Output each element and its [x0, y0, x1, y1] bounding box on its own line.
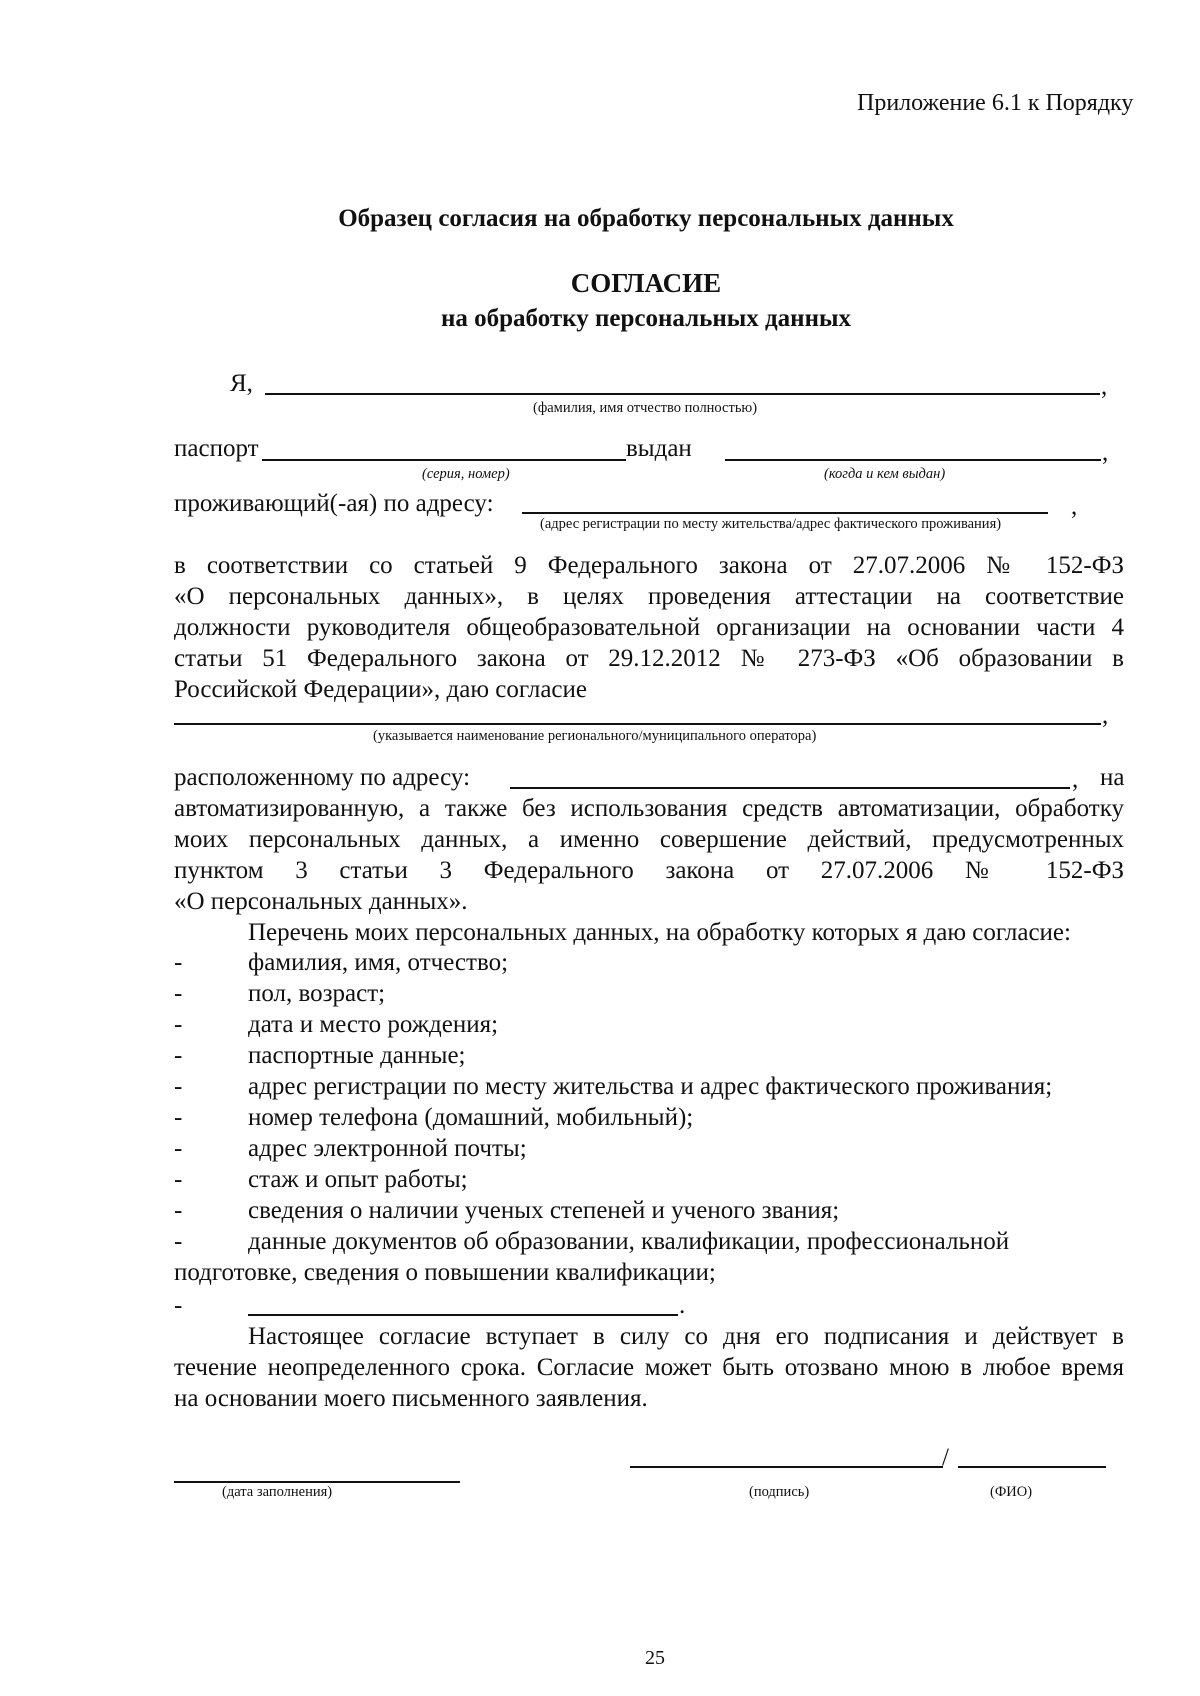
- residence-hint: (адрес регистрации по месту жительства/адрес фактического проживания): [540, 516, 1002, 532]
- ya-label: Я,: [230, 370, 253, 397]
- para2-line: моих персональных данных, а именно совершение действий, предусмотренных: [174, 826, 1124, 853]
- passport-number-field[interactable]: [262, 459, 626, 461]
- list-item: фамилия, имя, отчество;: [248, 949, 509, 976]
- operator-comma: ,: [1102, 702, 1109, 729]
- list-dash: -: [174, 1042, 183, 1069]
- para2-line: «О персональных данных».: [174, 888, 468, 915]
- list-item: стаж и опыт работы;: [248, 1166, 468, 1193]
- extra-item-field[interactable]: [248, 1314, 678, 1316]
- para1-line: статьи 51 Федерального закона от 29.12.2012 № 273-ФЗ «Об образовании в: [174, 645, 1124, 672]
- extra-item-period: .: [679, 1292, 686, 1319]
- located-label: расположенному по адресу:: [174, 764, 471, 791]
- residence-comma: ,: [1071, 493, 1078, 520]
- issued-hint: (когда и кем выдан): [824, 466, 946, 482]
- list-item: дата и место рождения;: [248, 1011, 499, 1038]
- passport-hint: (серия, номер): [422, 466, 510, 482]
- date-field[interactable]: [174, 1481, 460, 1483]
- list-item: сведения о наличии ученых степеней и ученого звания;: [248, 1197, 840, 1224]
- list-dash: -: [174, 1166, 183, 1193]
- para1-line: Российской Федерации», даю согласие: [174, 676, 587, 703]
- closing-line: на основании моего письменного заявления.: [174, 1385, 648, 1412]
- signature-slash: /: [942, 1444, 949, 1471]
- list-item: паспортные данные;: [248, 1042, 466, 1069]
- list-dash: -: [174, 1292, 183, 1319]
- list-item: данные документов об образовании, квалификации, профессиональной: [248, 1228, 1010, 1255]
- residence-address-field[interactable]: [522, 512, 1048, 514]
- para1-line: «О персональных данных», в целях проведения аттестации на соответствие: [174, 583, 1124, 610]
- list-item: пол, возраст;: [248, 980, 386, 1007]
- fullname-hint: (фамилия, имя отчество полностью): [533, 400, 758, 416]
- operator-hint: (указывается наименование регионального/муниципального оператора): [373, 728, 817, 744]
- operator-address-field[interactable]: [510, 787, 1070, 789]
- list-dash: -: [174, 980, 183, 1007]
- list-item: адрес регистрации по месту жительства и адрес фактического проживания;: [248, 1073, 1053, 1100]
- consent-subheading: на обработку персональных данных: [441, 305, 851, 332]
- para2-line: пунктом 3 статьи 3 Федерального закона от 27.07.2006 № 152-ФЗ: [174, 857, 1124, 884]
- list-intro: Перечень моих персональных данных, на обработку которых я даю согласие:: [248, 919, 1071, 946]
- issued-comma: ,: [1102, 439, 1109, 466]
- operator-name-field[interactable]: [174, 723, 1101, 725]
- list-dash: -: [174, 1104, 183, 1131]
- consent-heading: СОГЛАСИЕ: [570, 268, 722, 298]
- para1-line: должности руководителя общеобразовательной организации на основании части 4: [174, 614, 1124, 641]
- fio-hint: (ФИО): [990, 1484, 1033, 1500]
- para1-line: в соответствии со статьей 9 Федерального закона от 27.07.2006 № 152-ФЗ: [174, 552, 1124, 579]
- date-hint: (дата заполнения): [222, 1484, 333, 1500]
- list-dash: -: [174, 1011, 183, 1038]
- list-item: номер телефона (домашний, мобильный);: [248, 1104, 694, 1131]
- list-item-continuation: подготовке, сведения о повышении квалификации;: [174, 1259, 716, 1286]
- fullname-comma: ,: [1101, 373, 1108, 400]
- signature-hint: (подпись): [749, 1484, 810, 1500]
- passport-label: паспорт: [174, 435, 259, 462]
- list-dash: -: [174, 1197, 183, 1224]
- located-tail: на: [1100, 764, 1125, 791]
- located-comma: ,: [1072, 766, 1079, 793]
- fio-field[interactable]: [958, 1466, 1106, 1468]
- issued-by-field[interactable]: [725, 459, 1101, 461]
- list-dash: -: [174, 1135, 183, 1162]
- list-dash: -: [174, 949, 183, 976]
- fullname-field[interactable]: [265, 393, 1100, 395]
- residing-label: проживающий(-ая) по адресу:: [174, 490, 494, 517]
- appendix-label: Приложение 6.1 к Порядку: [857, 90, 1134, 116]
- issued-label: выдан: [626, 435, 692, 462]
- signature-field[interactable]: [630, 1466, 943, 1468]
- closing-line: Настоящее согласие вступает в силу со дня его подписания и действует в: [248, 1323, 1124, 1350]
- document-title: Образец согласия на обработку персональных данных: [338, 205, 954, 232]
- list-dash: -: [174, 1228, 183, 1255]
- page-number: 25: [645, 1647, 665, 1669]
- closing-line: течение неопределенного срока. Согласие может быть отозвано мною в любое время: [174, 1354, 1124, 1381]
- list-dash: -: [174, 1073, 183, 1100]
- list-item: адрес электронной почты;: [248, 1135, 527, 1162]
- para2-line: автоматизированную, а также без использования средств автоматизации, обработку: [174, 795, 1124, 822]
